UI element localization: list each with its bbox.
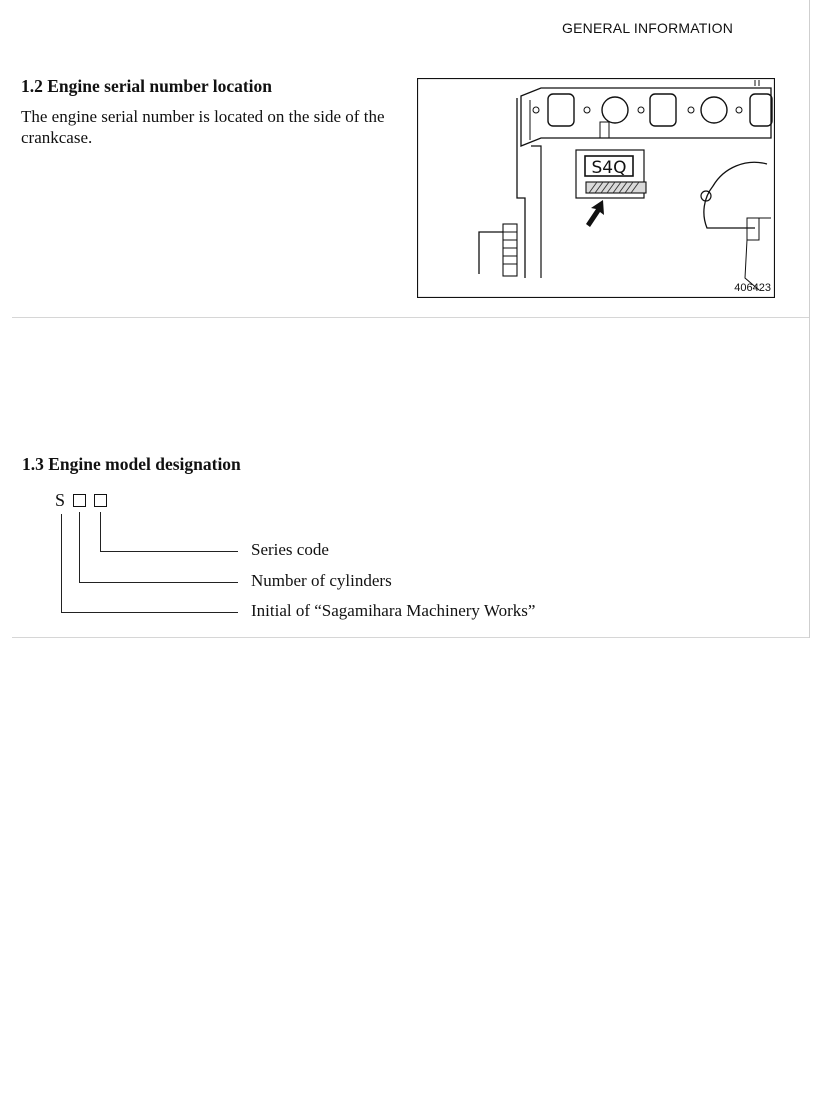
serial-plate-text: S4Q (591, 158, 627, 178)
legend-series-code: Series code (251, 540, 329, 559)
leader-line (61, 514, 62, 612)
page-header: GENERAL INFORMATION (562, 20, 734, 36)
serial-number-figure (417, 78, 775, 298)
leader-line (100, 512, 101, 551)
leader-line (61, 612, 238, 613)
section-divider (12, 637, 809, 638)
crankcase-illustration (417, 78, 775, 298)
right-margin-line (809, 0, 810, 638)
figure-number: 406423 (734, 282, 771, 294)
section-heading-1-3: 1.3 Engine model designation (22, 454, 241, 474)
model-designation-diagram (55, 490, 615, 630)
leader-line (100, 551, 238, 552)
leader-line (79, 582, 238, 583)
legend-initial: Initial of “Sagamihara Machinery Works” (251, 601, 536, 620)
section-heading-1-2: 1.2 Engine serial number location (21, 76, 273, 96)
model-prefix: S (55, 490, 66, 510)
section-body-1-2: The engine serial number is located on the side of the crankcase. (21, 107, 385, 147)
series-box (94, 494, 107, 507)
legend-number-of-cylinders: Number of cylinders (251, 571, 392, 590)
cylinders-box (73, 494, 86, 507)
leader-line (79, 512, 80, 582)
section-divider (12, 317, 809, 318)
